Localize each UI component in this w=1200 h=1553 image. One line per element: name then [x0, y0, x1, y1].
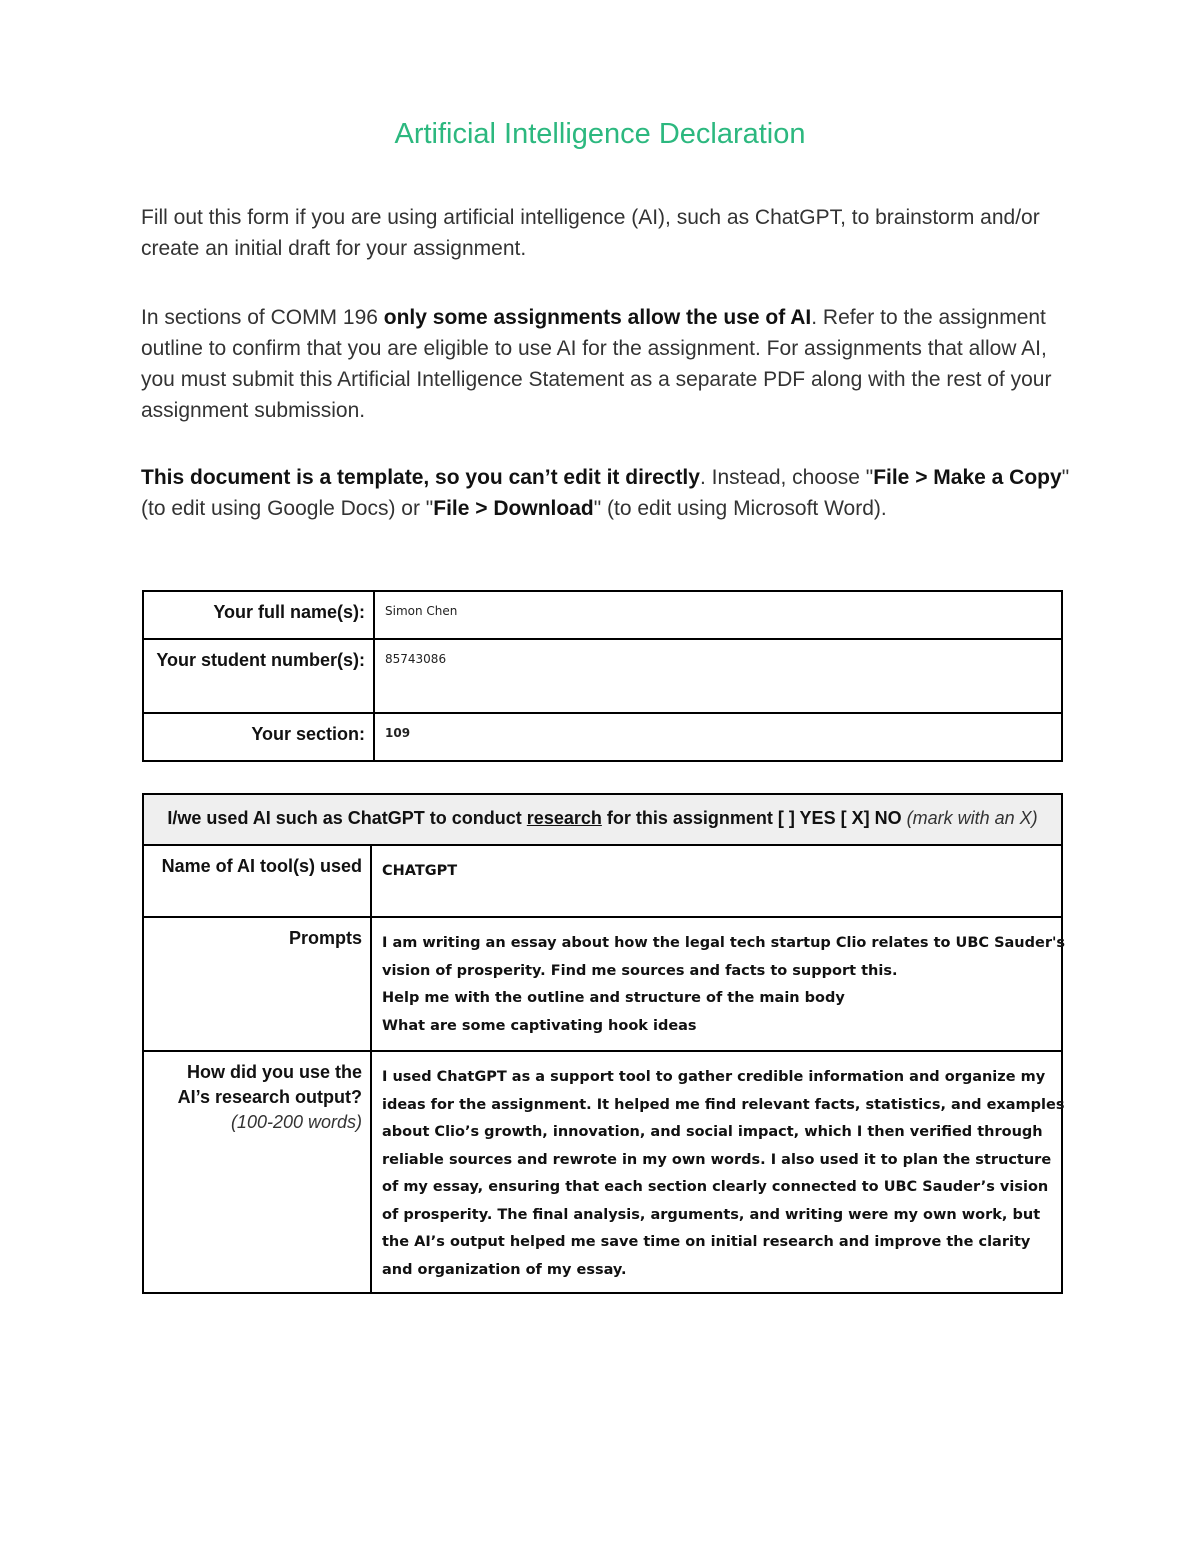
usage-line: of my essay, ensuring that each section clearly connected to UBC Sauder’s vision: [382, 1179, 1049, 1195]
make-copy-instruction: File > Make a Copy: [873, 466, 1062, 489]
bold-notice: only some assignments allow the use of AI: [383, 306, 812, 329]
section-field[interactable]: 109: [374, 713, 1062, 761]
usage-line: reliable sources and rewrote in my own words. I also used it to plan the structure: [382, 1151, 1052, 1168]
template-paragraph: This document is a template, so you can’t edit it directly. Instead, choose "File > Make a Copy" (to edit using Google Docs) or "File > Download" (to edit using Microsoft Word).: [141, 466, 1070, 520]
usage-line: of prosperity. The final analysis, arguments, and writing were my own work, but: [382, 1206, 1041, 1223]
student-info-table: [142, 590, 1063, 762]
full-name-label: Your full name(s):: [143, 591, 374, 639]
prompt-line: Help me with the outline and structure of the main body: [382, 990, 845, 1006]
template-notice: This document is a template, so you can’t edit it directly: [141, 466, 700, 489]
usage-line: ideas for the assignment. It helped me find relevant facts, statistics, and examples: [382, 1096, 1065, 1113]
student-number-label: Your student number(s):: [143, 639, 374, 713]
usage-answer-field[interactable]: [371, 1051, 1065, 1293]
download-instruction: File > Download: [433, 497, 594, 520]
ai-tool-label: Name of AI tool(s) used: [143, 845, 371, 917]
ai-research-question: I/we used AI such as ChatGPT to conduct research for this assignment [ ] YES [ X] NO (mark with an X): [143, 794, 1062, 845]
usage-line: the AI’s output helped me save time on initial research and improve the clarity: [382, 1234, 1031, 1250]
sections-paragraph: In sections of COMM 196 only some assignments allow the use of AI. Refer to the assignment outline to confirm that you are eligible to use AI for the assignment. For assignments that allow AI, you must submit this Artificial Intelligence Statement as a separate PDF along with the rest of your assignment submission.: [141, 306, 1052, 422]
usage-line: I used ChatGPT as a support tool to gather credible information and organize my: [382, 1069, 1046, 1085]
research-underlined: research: [526, 808, 602, 828]
intro-paragraph: Fill out this form if you are using artificial intelligence (AI), such as ChatGPT, to brainstorm and/or create an initial draft for your assignment.: [141, 206, 1040, 260]
prompt-line: I am writing an essay about how the legal tech startup Clio relates to UBC Sauder's: [382, 935, 1066, 951]
prompt-line: What are some captivating hook ideas: [382, 1017, 697, 1034]
prompts-label: Prompts: [143, 917, 371, 1051]
prompt-line: vision of prosperity. Find me sources and facts to support this.: [382, 962, 898, 979]
usage-label: How did you use the AI’s research output? (100-200 words): [143, 1051, 371, 1293]
word-count-hint: (100-200 words): [230, 1112, 362, 1132]
mark-instruction: (mark with an X): [906, 808, 1038, 828]
usage-line: about Clio’s growth, innovation, and social impact, which I then verified through: [382, 1124, 1043, 1140]
usage-line: and organization of my essay.: [382, 1261, 627, 1278]
ai-usage-table: [142, 793, 1066, 1294]
document-title: Artificial Intelligence Declaration: [394, 118, 806, 150]
full-name-field[interactable]: Simon Chen: [374, 591, 1062, 639]
section-label: Your section:: [143, 713, 374, 761]
ai-tool-field[interactable]: CHATGPT: [371, 845, 1062, 917]
student-number-field[interactable]: 85743086: [374, 639, 1062, 713]
prompts-field[interactable]: [371, 917, 1066, 1051]
